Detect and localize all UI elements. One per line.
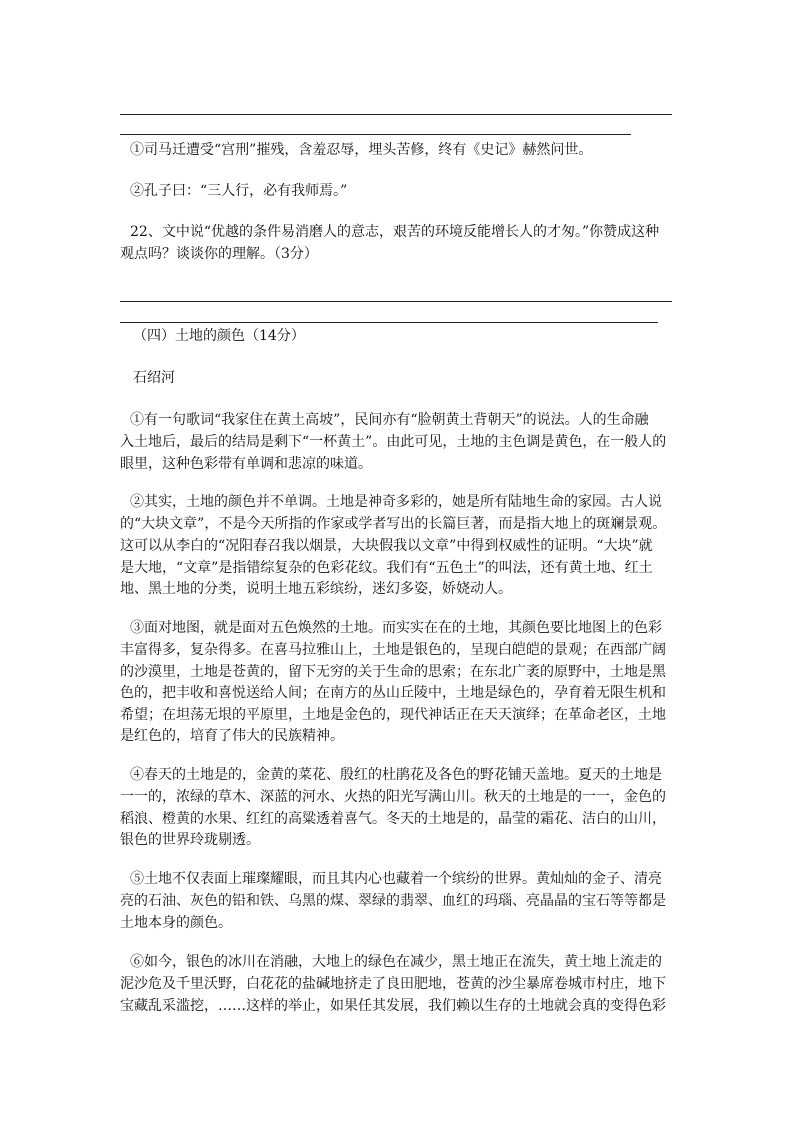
paragraph-1-line: ①有一句歌词“我家住在黄土高坡”，民间亦有“脸朝黄土背朝天”的说法。人的生命融 <box>130 412 649 428</box>
question-22-line-2: 观点吗？谈谈你的理解。（3分） <box>120 246 318 262</box>
paragraph-4-line: 稻浪、橙黄的水果、红红的高粱透着喜气。冬天的土地是的，晶莹的霜花、洁白的山川， <box>120 811 666 827</box>
answer-line <box>120 322 658 323</box>
paragraph-5-line: 亮的石油、灰色的铅和铁、乌黑的煤、翠绿的翡翠、血红的玛瑙、亮晶晶的宝石等等都是 <box>120 893 666 909</box>
quote-1: ①司马迁遭受“宫刑”摧残，含羞忍辱，埋头苦修，终有《史记》赫然问世。 <box>130 142 593 158</box>
paragraph-4-line: 银色的世界玲珑剔透。 <box>120 832 260 848</box>
answer-line <box>120 134 631 135</box>
paragraph-1-line: 眼里，这种色彩带有单调和悲凉的味道。 <box>120 456 372 472</box>
paragraph-3-line: ③面对地图，就是面对五色焕然的土地。而实实在在的土地，其颜色要比地图上的色彩 <box>130 620 662 636</box>
question-22-line-1: 22、文中说“优越的条件易消磨人的意志，艰苦的环境反能增长人的才匆。”你赞成这种 <box>130 224 660 240</box>
quote-2: ②孔子曰：“三人行，必有我师焉。” <box>130 183 348 199</box>
paragraph-6-line: 宝藏乱采滥挖，……这样的举止，如果任其发展，我们赖以生存的土地就会真的变得色彩 <box>120 998 666 1014</box>
section-title: （四）土地的颜色（14分） <box>133 328 305 344</box>
paragraph-6-line: ⑥如今，银色的冰川在消融，大地上的绿色在减少，黑土地正在流失，黄土地上流走的 <box>130 954 662 970</box>
paragraph-3-line: 丰富得多，复杂得多。在喜马拉雅山上，土地是银色的，呈现白皑皑的景观；在西部广阔 <box>120 642 666 658</box>
answer-line <box>120 301 672 302</box>
paragraph-2-line: ②其实，土地的颜色并不单调。土地是神奇多彩的，她是所有陆地生命的家园。古人说 <box>130 494 662 510</box>
paragraph-1-line: 入土地后，最后的结局是剩下“一杯黄土”。由此可见，土地的主色调是黄色，在一般人的 <box>120 434 667 450</box>
paragraph-2-line: 地、黑土地的分类，说明土地五彩缤纷，迷幻多姿，娇娆动人。 <box>120 581 512 597</box>
paragraph-3-line: 的沙漠里，土地是苍黄的，留下无穷的关于生命的思索；在东北广袤的原野中，土地是黑 <box>120 664 666 680</box>
paragraph-2-line: 的“大块文章”，不是今天所指的作家或学者写出的长篇巨著，而是指大地上的斑斓景观。 <box>120 516 667 532</box>
paragraph-3-line: 色的，把丰收和喜悦送给人间；在南方的丛山丘陵中，土地是绿色的，孕育着无限生机和 <box>120 685 666 701</box>
paragraph-3-line: 是红色的，培育了伟大的民族精神。 <box>120 728 344 744</box>
paragraph-5-line: 土地本身的颜色。 <box>120 915 232 931</box>
paragraph-2-line: 是大地，“文章”是指错综复杂的色彩花纹。我们有“五色土”的叫法，还有黄土地、红土 <box>120 560 653 576</box>
paragraph-5-line: ⑤土地不仅表面上璀璨耀眼，而且其内心也藏着一个缤纷的世界。黄灿灿的金子、清亮 <box>130 871 662 887</box>
answer-line <box>120 114 672 115</box>
paragraph-3-line: 希望；在坦荡无垠的平原里，土地是金色的，现代神话正在天天演绎；在革命老区，土地 <box>120 707 666 723</box>
paragraph-4-line: ④春天的土地是的，金黄的菜花、殷红的杜鹃花及各色的野花铺天盖地。夏天的土地是 <box>130 767 662 783</box>
paragraph-6-line: 泥沙危及千里沃野，白花花的盐碱地挤走了良田肥地，苍黄的沙尘暴席卷城市村庄，地下 <box>120 976 666 992</box>
paragraph-4-line: 一一的，浓绿的草木、深蓝的河水、火热的阳光写满山川。秋天的土地是的一一，金色的 <box>120 789 666 805</box>
paragraph-2-line: 这可以从李白的“况阳春召我以烟景，大块假我以文章”中得到权威性的证明。“大块”就 <box>120 538 653 554</box>
author: 石绍河 <box>133 370 175 386</box>
